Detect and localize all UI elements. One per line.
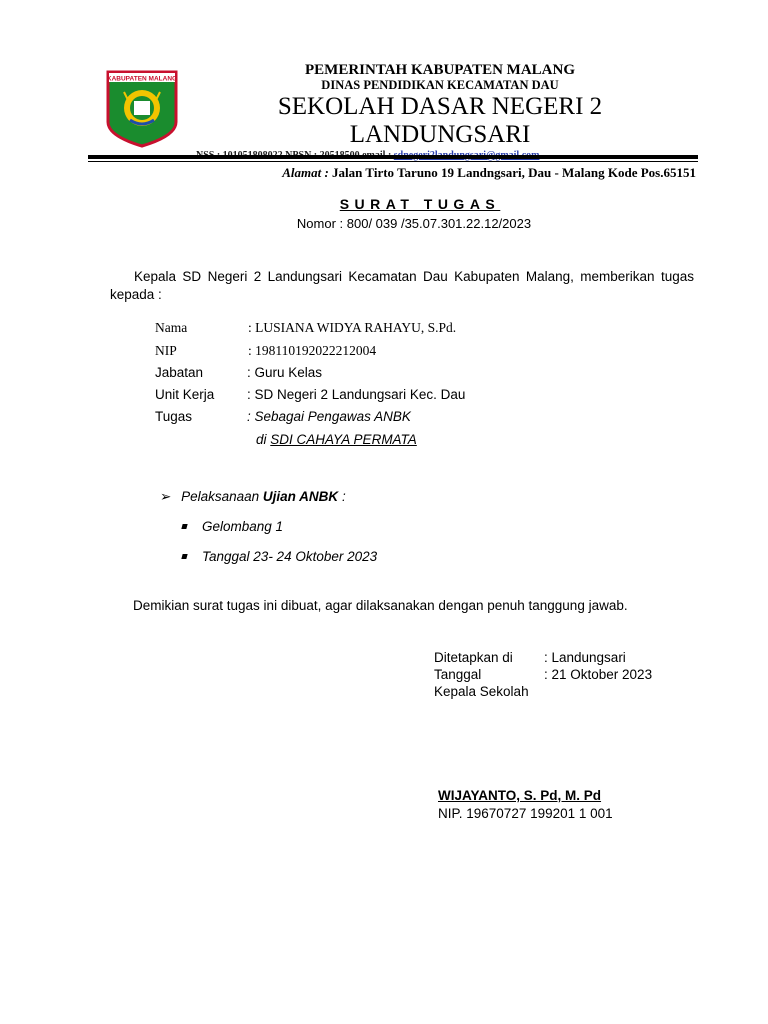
list-item-text: Gelombang 1: [202, 519, 284, 534]
regency-logo: [106, 70, 178, 148]
unit-label: Unit Kerja: [155, 387, 215, 402]
assignee-name-row: [155, 320, 456, 336]
name-label: Nama: [155, 320, 188, 335]
intro-paragraph: Kepala SD Negeri 2 Landungsari Kecamatan Dau Kabupaten Malang, memberikan tugas kepada :: [110, 269, 694, 302]
location-prefix: di: [256, 432, 267, 447]
list-item: [182, 549, 377, 564]
assignee-task-row: [155, 409, 411, 424]
header-divider-thick: [88, 155, 698, 159]
execution-heading: [160, 489, 346, 505]
place-value: : Landungsari: [544, 650, 626, 665]
assignee-unit-row: [155, 387, 465, 402]
arrow-bullet-icon: ➢: [160, 489, 172, 504]
square-bullet-icon: [181, 554, 187, 559]
task-location: SDI CAHAYA PERMATA: [270, 432, 417, 447]
government-title: PEMERINTAH KABUPATEN MALANG: [305, 62, 575, 78]
address-text: Jalan Tirto Taruno 19 Landngsari, Dau - Malang Kode Pos.65151: [332, 165, 696, 180]
task-location-row: [256, 432, 417, 447]
school-name-line2: LANDUNGSARI: [349, 121, 531, 148]
task-value: : Sebagai Pengawas ANBK: [247, 409, 411, 424]
unit-value: : SD Negeri 2 Landungsari Kec. Dau: [247, 387, 466, 402]
execution-colon: :: [341, 489, 346, 504]
signer-name: WIJAYANTO, S. Pd, M. Pd: [438, 788, 602, 803]
address-prefix: Alamat :: [282, 165, 329, 180]
nip-label: NIP: [155, 343, 177, 358]
assignee-position-row: [155, 365, 322, 380]
school-name-line1: SEKOLAH DASAR NEGERI 2: [277, 93, 603, 120]
square-bullet-icon: [181, 524, 187, 529]
assignee-nip-row: [155, 343, 376, 359]
signature-date-row: [434, 667, 652, 682]
date-label: Tanggal: [434, 667, 482, 682]
closing-paragraph: Demikian surat tugas ini dibuat, agar dilaksanakan dengan penuh tanggung jawab.: [133, 598, 628, 613]
nip-value: : 198110192022212004: [248, 343, 377, 358]
letter-number: Nomor : 800/ 039 /35.07.301.22.12/2023: [296, 216, 532, 231]
date-value: : 21 Oktober 2023: [544, 667, 653, 682]
list-item-text: Tanggal 23- 24 Oktober 2023: [202, 549, 378, 564]
execution-label: Pelaksanaan: [181, 489, 260, 504]
name-value: : LUSIANA WIDYA RAHAYU, S.Pd.: [248, 320, 457, 335]
list-item: [182, 519, 283, 534]
logo-caption: KABUPATEN MALANG: [106, 75, 178, 83]
header-divider-thin: [88, 161, 698, 162]
exam-name: Ujian ANBK: [262, 489, 339, 504]
letter-title: SURAT TUGAS: [339, 196, 501, 212]
place-label: Ditetapkan di: [434, 650, 513, 665]
department-title: DINAS PENDIDIKAN KECAMATAN DAU: [321, 78, 559, 92]
position-value: : Guru Kelas: [247, 365, 323, 380]
task-label: Tugas: [155, 409, 193, 424]
position-label: Jabatan: [155, 365, 204, 380]
school-address: [196, 165, 696, 181]
signer-nip: NIP. 19670727 199201 1 001: [438, 806, 613, 821]
signature-place-row: [434, 650, 626, 665]
signer-role: Kepala Sekolah: [434, 684, 529, 699]
